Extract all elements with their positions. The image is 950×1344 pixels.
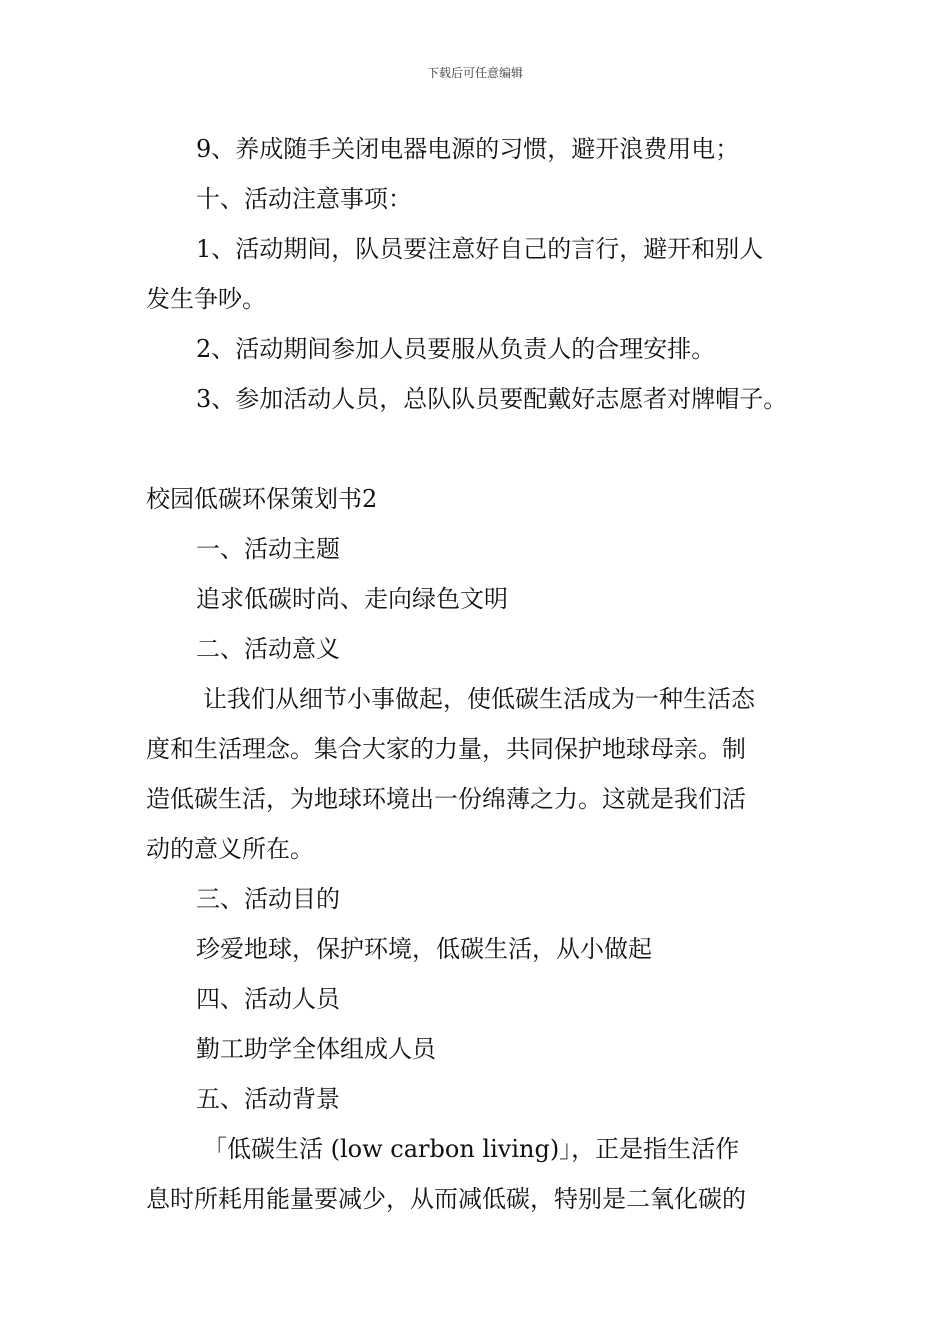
note-3: 3、参加活动人员，总队队员要配戴好志愿者对牌帽子。	[196, 385, 788, 413]
note-1-line-1: 1、活动期间，队员要注意好自己的言行，避开和别人	[196, 235, 764, 263]
significance-line-2: 度和生活理念。集合大家的力量，共同保护地球母亲。制	[146, 735, 746, 763]
heading-background: 五、活动背景	[196, 1085, 340, 1113]
purpose-text: 珍爱地球，保护环境，低碳生活，从小做起	[196, 935, 652, 963]
significance-line-3: 造低碳生活，为地球环境出一份绵薄之力。这就是我们活	[146, 785, 746, 813]
background-line-1: 「低碳生活 (low carbon living)」，正是指生活作	[203, 1135, 740, 1163]
heading-significance: 二、活动意义	[196, 635, 340, 663]
background-line-2: 息时所耗用能量要减少，从而减低碳，特别是二氧化碳的	[146, 1185, 746, 1213]
page-header: 下载后可任意编辑	[426, 66, 523, 80]
heading-purpose: 三、活动目的	[196, 885, 340, 913]
note-2: 2、活动期间参加人员要服从负责人的合理安排。	[196, 335, 716, 363]
section-heading-notes: 十、活动注意事项：	[196, 185, 412, 213]
theme-text: 追求低碳时尚、走向绿色文明	[196, 585, 508, 613]
participants-text: 勤工助学全体组成人员	[196, 1035, 436, 1063]
document-title: 校园低碳环保策划书2	[146, 485, 378, 513]
list-item-9: 9、养成随手关闭电器电源的习惯，避开浪费用电；	[196, 135, 740, 163]
heading-participants: 四、活动人员	[196, 985, 340, 1013]
note-1-line-2: 发生争吵。	[146, 285, 266, 313]
significance-line-4: 动的意义所在。	[146, 835, 314, 863]
heading-theme: 一、活动主题	[196, 535, 340, 563]
significance-line-1: 让我们从细节小事做起，使低碳生活成为一种生活态	[203, 685, 755, 713]
